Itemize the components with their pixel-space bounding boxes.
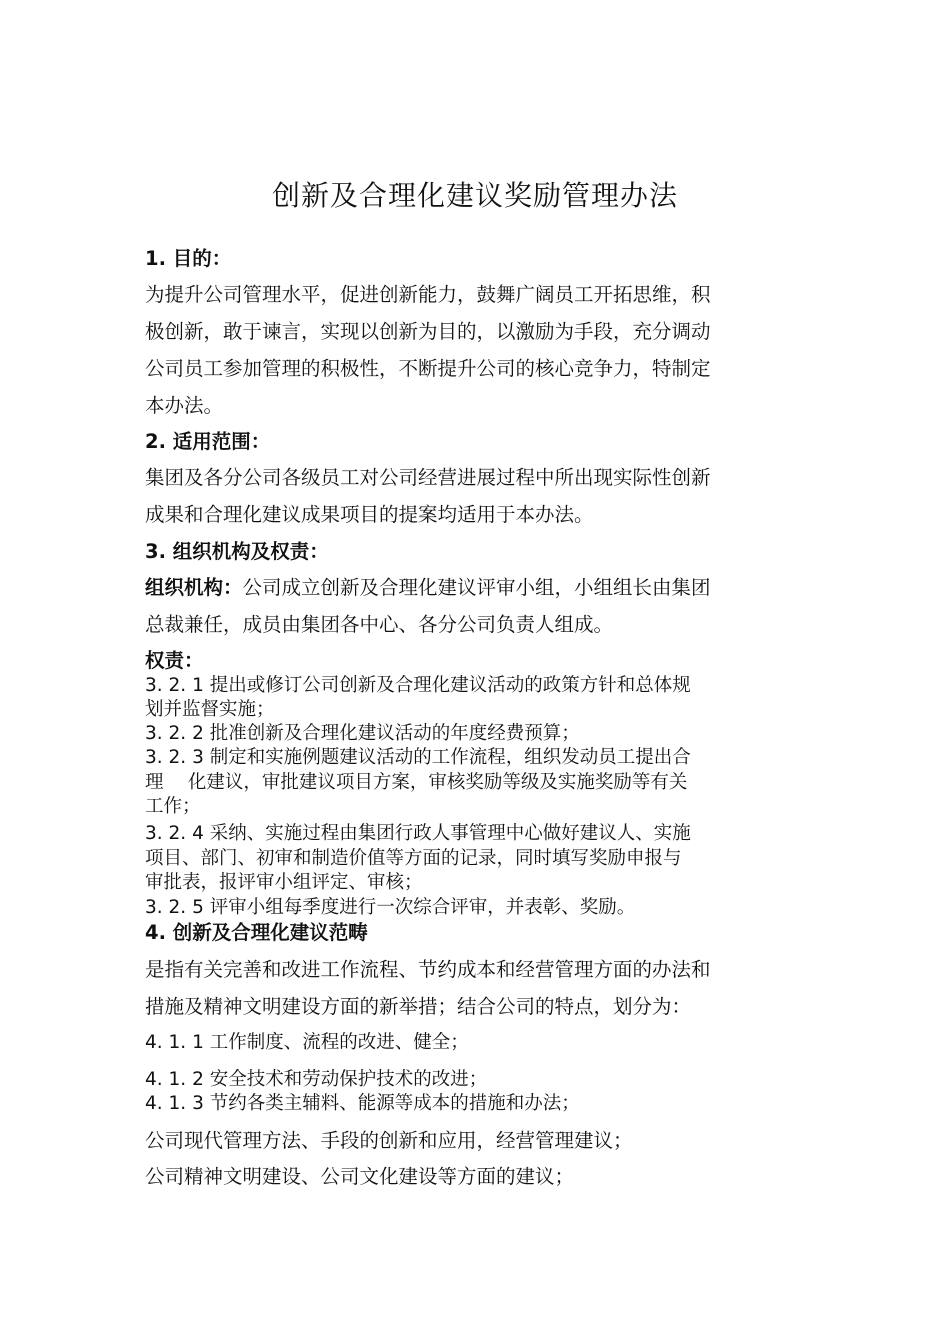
section-1-line: 极创新，敢于谏言，实现以创新为目的，以激励为手段，充分调动	[145, 320, 711, 343]
scope-item-line: 4. 1. 3 节约各类主辅料、能源等成本的措施和办法；	[145, 1093, 580, 1114]
scope-item-line: 4. 1. 1 工作制度、流程的改进、健全；	[145, 1032, 469, 1053]
duty-item-line: 理 化建议，审批建议项目方案，审核奖励等级及实施奖励等有关	[145, 772, 688, 793]
duty-item-line: 3. 2. 2 批准创新及合理化建议活动的年度经费预算；	[145, 723, 580, 744]
section-4-tail-line: 公司精神文明建设、公司文化建设等方面的建议；	[145, 1165, 575, 1188]
section-2-heading: 2. 适用范围：	[145, 430, 271, 453]
section-2-line: 集团及各分公司各级员工对公司经营进展过程中所出现实际性创新	[145, 466, 711, 489]
scope-item-line: 4. 1. 2 安全技术和劳动保护技术的改进；	[145, 1069, 488, 1090]
section-1-heading: 1. 目的：	[145, 247, 232, 270]
section-4-heading: 4. 创新及合理化建议范畴	[145, 921, 368, 944]
duty-item-line: 3. 2. 3 制定和实施例题建议活动的工作流程，组织发动员工提出合	[145, 747, 691, 768]
section-2-line: 成果和合理化建议成果项目的提案均适用于本办法。	[145, 503, 594, 526]
duty-item-line: 3. 2. 1 提出或修订公司创新及合理化建议活动的政策方针和总体规	[145, 675, 691, 696]
org-label: 组织机构：	[145, 576, 243, 599]
section-1-line: 本办法。	[145, 394, 224, 417]
duty-item-line: 项目、部门、初审和制造价值等方面的记录，同时填写奖励申报与	[145, 848, 682, 869]
duty-item-line: 审批表，报评审小组评定、审核；	[145, 872, 423, 893]
section-4-tail-line: 公司现代管理方法、手段的创新和应用，经营管理建议；	[145, 1129, 633, 1152]
duty-item-line: 工作；	[145, 796, 201, 817]
section-4-line: 是指有关完善和改进工作流程、节约成本和经营管理方面的办法和	[145, 958, 711, 981]
section-3-heading: 3. 组织机构及权责：	[145, 540, 329, 563]
org-paragraph-line	[145, 576, 711, 600]
duty-item-line: 3. 2. 4 采纳、实施过程由集团行政人事管理中心做好建议人、实施	[145, 823, 691, 844]
section-1-line: 为提升公司管理水平，促进创新能力，鼓舞广阔员工开拓思维，积	[145, 283, 711, 306]
org-text: 公司成立创新及合理化建议评审小组，小组组长由集团	[242, 576, 711, 599]
duty-label: 权责：	[145, 649, 204, 672]
duty-item-line: 3. 2. 5 评审小组每季度进行一次综合评审，并表彰、奖励。	[145, 897, 636, 918]
document-title: 创新及合理化建议奖励管理办法	[271, 179, 678, 212]
section-1-line: 公司员工参加管理的积极性，不断提升公司的核心竞争力，特制定	[145, 357, 711, 380]
duty-item-line: 划并监督实施；	[145, 699, 275, 720]
section-4-line: 措施及精神文明建设方面的新举措；结合公司的特点，划分为：	[145, 995, 692, 1018]
org-paragraph-line: 总裁兼任，成员由集团各中心、各分公司负责人组成。	[145, 613, 614, 636]
